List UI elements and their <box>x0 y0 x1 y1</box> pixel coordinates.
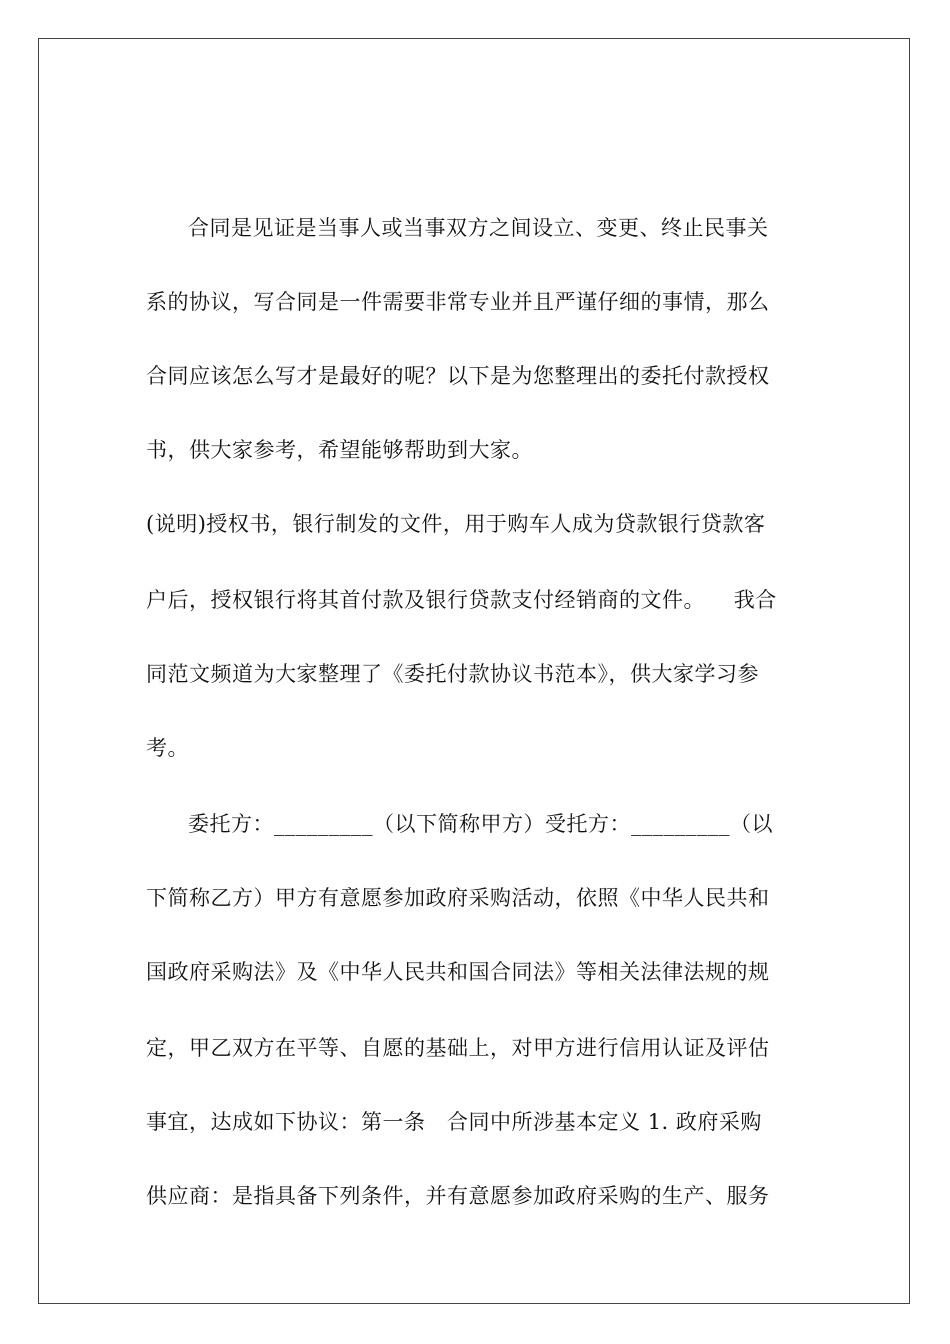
paragraph-line-3: 合同应该怎么写才是最好的呢？以下是为您整理出的委托付款授权 <box>146 364 770 388</box>
paragraph-line-11: 国政府采购法》及《中华人民共和国合同法》等相关法律法规的规 <box>146 960 770 984</box>
paragraph-line-13: 事宜，达成如下协议：第一条 合同中所涉基本定义 1. 政府采购 <box>146 1110 762 1134</box>
paragraph-line-2: 系的协议，写合同是一件需要非常专业并且严谨仔细的事情，那么 <box>146 290 770 314</box>
paragraph-line-12: 定，甲乙双方在平等、自愿的基础上，对甲方进行信用认证及评估 <box>146 1036 770 1060</box>
paragraph-line-14: 供应商：是指具备下列条件，并有意愿参加政府采购的生产、服务 <box>146 1184 770 1208</box>
paragraph-line-8: 考。 <box>146 736 189 760</box>
paragraph-line-4: 书，供大家参考，希望能够帮助到大家。 <box>146 438 533 462</box>
paragraph-line-6: 户后，授权银行将其首付款及银行贷款支付经销商的文件。 我合 <box>146 588 777 612</box>
paragraph-line-1: 合同是见证是当事人或当事双方之间设立、变更、终止民事关 <box>188 216 769 240</box>
paragraph-line-9: 委托方：_________（以下简称甲方）受托方：_________（以 <box>188 812 773 836</box>
paragraph-line-7: 同范文频道为大家整理了《委托付款协议书范本》，供大家学习参 <box>146 662 759 686</box>
paragraph-line-5: (说明)授权书，银行制发的文件，用于购车人成为贷款银行贷款客 <box>146 512 766 536</box>
paragraph-line-10: 下简称乙方）甲方有意愿参加政府采购活动，依照《中华人民共和 <box>146 886 770 910</box>
